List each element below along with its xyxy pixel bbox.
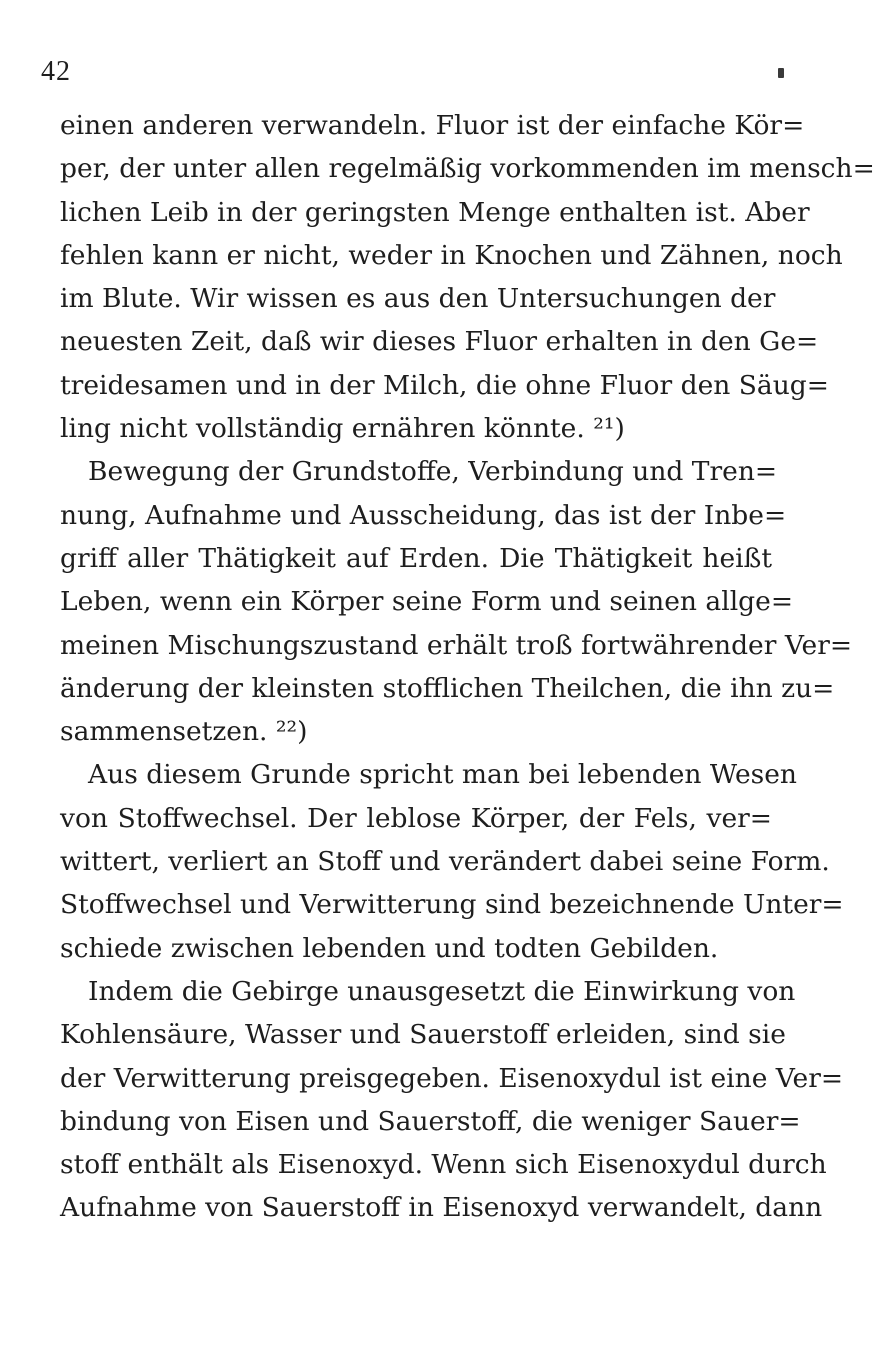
text-line: fehlen kann er nicht, weder in Knochen und Zähnen, noch bbox=[60, 239, 843, 271]
text-line: stoff enthält als Eisenoxyd. Wenn sich Eisenoxydul durch bbox=[60, 1149, 827, 1181]
text-line: treidesamen und in der Milch, die ohne Fluor den Säug= bbox=[60, 369, 829, 401]
text-line: Kohlensäure, Wasser und Sauerstoff erleiden, sind sie bbox=[60, 1019, 786, 1051]
page-number: 42 bbox=[41, 56, 71, 87]
text-line: wittert, verliert an Stoff und verändert dabei seine Form. bbox=[60, 846, 830, 878]
text-line: lichen Leib in der geringsten Menge enthalten ist. Aber bbox=[60, 196, 810, 228]
text-line: per, der unter allen regelmäßig vorkommenden im mensch= bbox=[60, 153, 875, 185]
text-line: neuesten Zeit, daß wir dieses Fluor erhalten in den Ge= bbox=[60, 326, 819, 358]
paragraph-start-line: Bewegung der Grundstoffe, Verbindung und Tren= bbox=[88, 456, 778, 488]
paragraph-start-line: Aus diesem Grunde spricht man bei lebenden Wesen bbox=[88, 759, 797, 791]
text-line: Leben, wenn ein Körper seine Form und seinen allge= bbox=[60, 586, 794, 618]
text-line: einen anderen verwandeln. Fluor ist der einfache Kör= bbox=[60, 110, 805, 141]
body-text bbox=[60, 104, 875, 1230]
text-line: Stoffwechsel und Verwitterung sind bezeichnende Unter= bbox=[60, 889, 844, 921]
text-line: schiede zwischen lebenden und todten Gebilden. bbox=[60, 932, 719, 964]
text-line: Aufnahme von Sauerstoff in Eisenoxyd verwandelt, dann bbox=[60, 1192, 823, 1224]
text-line: im Blute. Wir wissen es aus den Untersuchungen der bbox=[60, 283, 776, 315]
text-line: nung, Aufnahme und Ausscheidung, das ist der Inbe= bbox=[60, 499, 787, 531]
text-line: griff aller Thätigkeit auf Erden. Die Thätigkeit heißt bbox=[60, 542, 772, 574]
text-line: änderung der kleinsten stofflichen Theilchen, die ihn zu= bbox=[60, 672, 835, 704]
paragraph-start-line: Indem die Gebirge unausgesetzt die Einwirkung von bbox=[88, 975, 796, 1007]
text-line: meinen Mischungszustand erhält troß fortwährender Ver= bbox=[60, 629, 853, 661]
text-line: von Stoffwechsel. Der leblose Körper, der Fels, ver= bbox=[60, 802, 772, 834]
text-line: ling nicht vollständig ernähren könnte. ²¹) bbox=[60, 413, 625, 445]
text-line: bindung von Eisen und Sauerstoff, die weniger Sauer= bbox=[60, 1105, 801, 1137]
edge-mark bbox=[778, 68, 784, 78]
text-line: sammensetzen. ²²) bbox=[60, 716, 308, 748]
text-line: der Verwitterung preisgegeben. Eisenoxydul ist eine Ver= bbox=[60, 1062, 844, 1094]
